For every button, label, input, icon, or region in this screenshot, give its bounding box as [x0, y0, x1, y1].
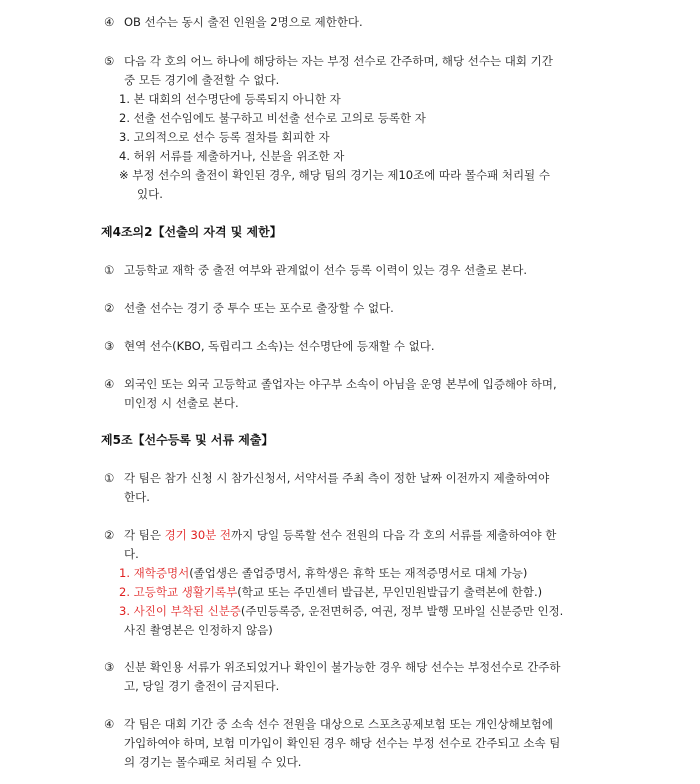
item-text-line: 다음 각 호의 어느 하나에 해당하는 자는 부정 선수로 간주하며, 해당 선수는 대회 기간 — [124, 54, 553, 68]
item-text-line: 각 팀은 대회 기간 중 소속 선수 전원을 대상으로 스포츠공제보험 또는 개인상해보험에 — [124, 717, 554, 731]
document-item — [119, 565, 527, 581]
document-item — [119, 603, 563, 619]
item-number: ② — [104, 301, 115, 315]
item-number: ⑤ — [104, 54, 115, 68]
item-text-line: 다. — [124, 547, 139, 561]
item-number: ① — [104, 263, 115, 277]
item-text-line: 의 경기는 몰수패로 처리될 수 있다. — [124, 755, 302, 769]
item-number: ④ — [104, 717, 115, 731]
item-number: ③ — [104, 660, 115, 674]
item-text-line: 가입하여야 하며, 보험 미가입이 확인된 경우 해당 선수는 부정 선수로 간주되고 소속 팀 — [124, 736, 561, 750]
sub-item: 1. 본 대회의 선수명단에 등록되지 아니한 자 — [119, 92, 341, 106]
document-label: 2. 고등학교 생활기록부 — [119, 585, 238, 599]
text-segment: 까지 당일 등록할 선수 전원의 다음 각 호의 서류를 제출하여야 한 — [231, 528, 557, 542]
item-number: ④ — [104, 15, 115, 29]
sub-item: 3. 고의적으로 선수 등록 절차를 회피한 자 — [119, 130, 330, 144]
item-text: 선출 선수는 경기 중 투수 또는 포수로 출장할 수 없다. — [124, 301, 394, 315]
item-number: ③ — [104, 339, 115, 353]
note-line: 있다. — [137, 187, 163, 201]
item-number: ① — [104, 471, 115, 485]
item-text-line: 외국인 또는 외국 고등학교 졸업자는 야구부 소속이 아님을 운영 본부에 입증해야 하며, — [124, 377, 557, 391]
item-text: OB 선수는 동시 출전 인원을 2명으로 제한한다. — [124, 15, 363, 29]
text-segment: 각 팀은 — [124, 528, 165, 542]
item-number: ④ — [104, 377, 115, 391]
highlight-deadline: 경기 30분 전 — [164, 528, 232, 542]
document-label: 3. 사진이 부착된 신분증 — [119, 604, 241, 618]
document-detail: (졸업생은 졸업증명서, 휴학생은 휴학 또는 재적증명서로 대체 가능) — [189, 566, 528, 580]
item-text-line: 각 팀은 참가 신청 시 참가신청서, 서약서를 주최 측이 정한 날짜 이전까지 제출하여야 — [124, 471, 550, 485]
item-text-line: 고, 당일 경기 출전이 금지된다. — [124, 679, 280, 693]
note-line: ※ 부정 선수의 출전이 확인된 경우, 해당 팀의 경기는 제10조에 따라 몰수패 처리될 수 — [119, 168, 550, 182]
article-heading: 제5조【선수등록 및 서류 제출】 — [101, 433, 274, 447]
item-text-line: 미인정 시 선출로 본다. — [124, 396, 239, 410]
item-number: ② — [104, 528, 115, 542]
document-detail: (주민등록증, 운전면허증, 여권, 정부 발행 모바일 신분증만 인정. — [240, 604, 564, 618]
sub-item: 2. 선출 선수임에도 불구하고 비선출 선수로 고의로 등록한 자 — [119, 111, 426, 125]
document-item-continuation: 사진 촬영본은 인정하지 않음) — [124, 623, 273, 637]
item-text-line — [124, 527, 556, 543]
item-text-line: 중 모든 경기에 출전할 수 없다. — [124, 73, 280, 87]
document-label: 1. 재학증명서 — [119, 566, 190, 580]
item-text: 고등학교 재학 중 출전 여부와 관계없이 선수 등록 이력이 있는 경우 선출로 본다. — [124, 263, 528, 277]
item-text: 현역 선수(KBO, 독립리그 소속)는 선수명단에 등재할 수 없다. — [124, 339, 435, 353]
article-heading: 제4조의2【선출의 자격 및 제한】 — [101, 225, 282, 239]
document-item — [119, 584, 542, 600]
document-detail: (학교 또는 주민센터 발급본, 무인민원발급기 출력본에 한함.) — [237, 585, 543, 599]
sub-item: 4. 허위 서류를 제출하거나, 신분을 위조한 자 — [119, 149, 345, 163]
item-text-line: 신분 확인용 서류가 위조되었거나 확인이 불가능한 경우 해당 선수는 부정선수로 간주하 — [124, 660, 561, 674]
item-text-line: 한다. — [124, 490, 150, 504]
